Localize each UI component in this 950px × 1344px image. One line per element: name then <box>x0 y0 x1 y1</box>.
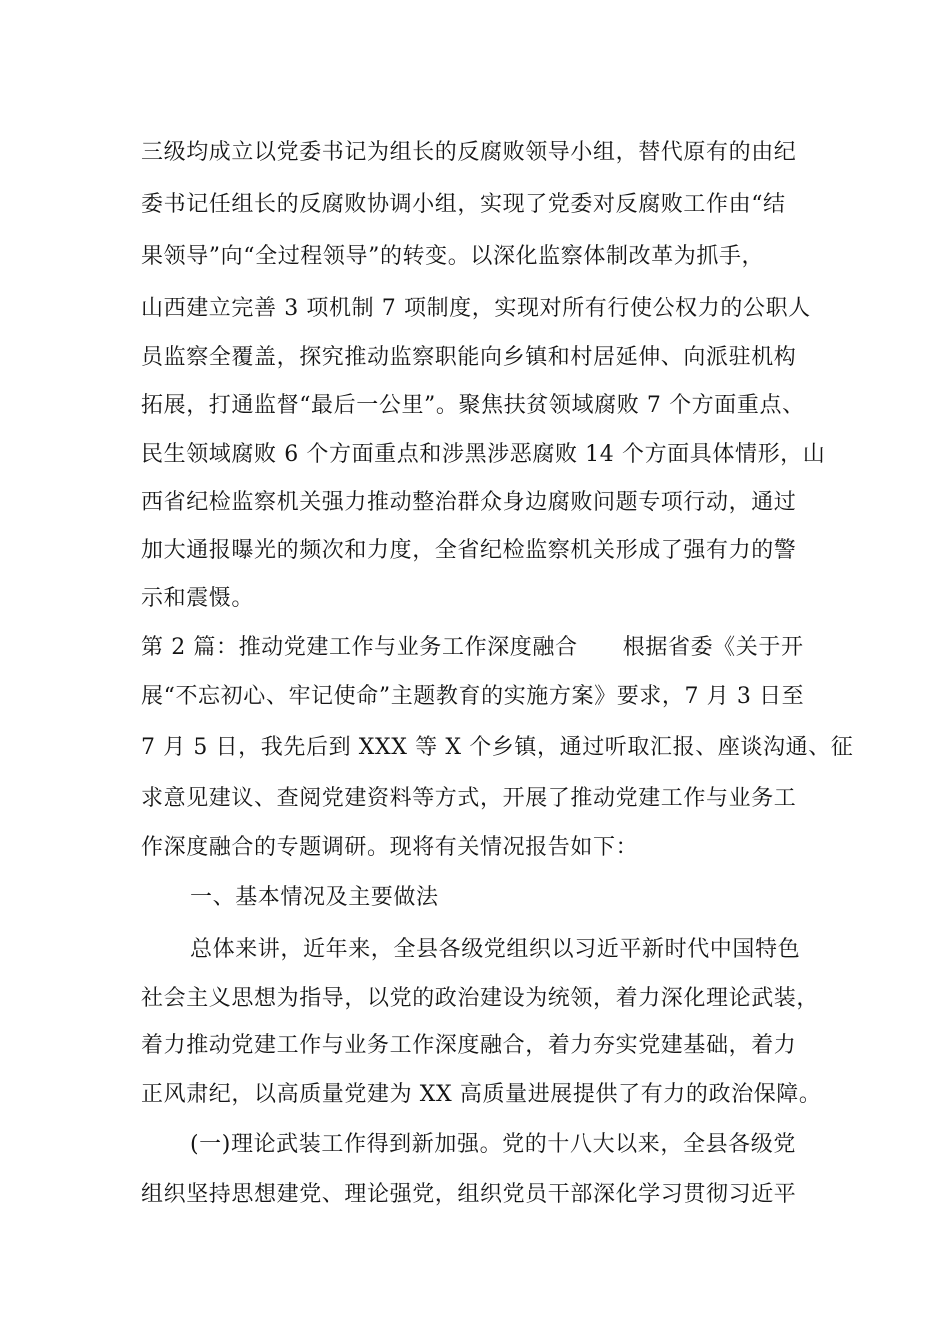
text-line: 组织坚持思想建党、理论强党，组织党员干部深化学习贯彻习近平 <box>141 1182 797 1207</box>
text-line: 展“不忘初心、牢记使命”主题教育的实施方案》要求，7 月 3 日至 <box>141 684 805 709</box>
subheading-line: 一、基本情况及主要做法 <box>190 885 439 910</box>
text-line: 西省纪检监察机关强力推动整治群众身边腐败问题专项行动，通过 <box>141 490 797 515</box>
section-heading-line: 第 2 篇：推动党建工作与业务工作深度融合 根据省委《关于开 <box>141 635 804 660</box>
text-line: 果领导”向“全过程领导”的转变。以深化监察体制改革为抓手， <box>141 244 765 269</box>
text-line: 山西建立完善 3 项机制 7 项制度，实现对所有行使公权力的公职人 <box>141 296 811 321</box>
text-line: 社会主义思想为指导，以党的政治建设为统领，着力深化理论武装， <box>141 986 820 1011</box>
text-line: 作深度融合的专题调研。现将有关情况报告如下： <box>141 835 639 860</box>
text-line: 民生领域腐败 6 个方面重点和涉黑涉恶腐败 14 个方面具体情形，山 <box>141 442 826 467</box>
paragraph-start-line: 总体来讲，近年来，全县各级党组织以习近平新时代中国特色 <box>190 937 801 962</box>
text-line: 求意见建议、查阅党建资料等方式，开展了推动党建工作与业务工 <box>141 786 797 811</box>
text-line: 7 月 5 日，我先后到 XXX 等 X 个乡镇，通过听取汇报、座谈沟通、征 <box>141 735 854 760</box>
text-line: 示和震慑。 <box>141 586 255 611</box>
text-line: 委书记任组长的反腐败协调小组，实现了党委对反腐败工作由“结 <box>141 192 786 217</box>
text-line: 拓展，打通监督“最后一公里”。聚焦扶贫领域腐败 7 个方面重点、 <box>141 393 805 418</box>
paragraph-start-line: (一)理论武装工作得到新加强。党的十八大以来，全县各级党 <box>190 1132 796 1157</box>
text-line: 加大通报曝光的频次和力度，全省纪检监察机关形成了强有力的警 <box>141 538 797 563</box>
text-line: 员监察全覆盖，探究推动监察职能向乡镇和村居延伸、向派驻机构 <box>141 345 797 370</box>
text-line: 着力推动党建工作与业务工作深度融合，着力夯实党建基础，着力 <box>141 1033 797 1058</box>
text-line: 正风肃纪，以高质量党建为 XX 高质量进展提供了有力的政治保障。 <box>141 1082 822 1107</box>
text-line: 三级均成立以党委书记为组长的反腐败领导小组，替代原有的由纪 <box>141 140 797 165</box>
